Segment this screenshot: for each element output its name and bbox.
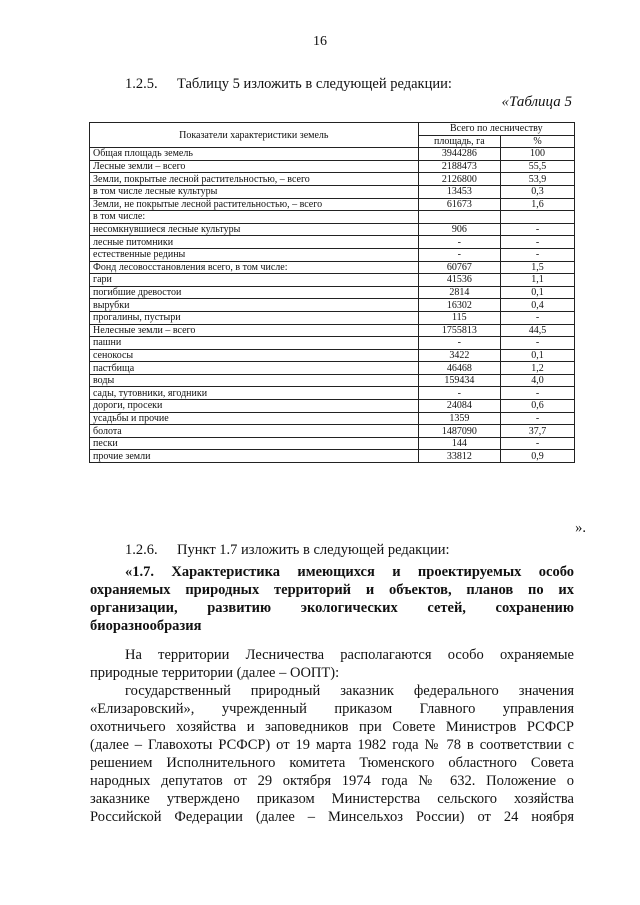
table-row — [90, 362, 575, 375]
row-percent: 55,5 — [501, 160, 575, 173]
row-percent: - — [501, 223, 575, 236]
row-name: сады, тутовники, ягодники — [90, 387, 419, 400]
header-indicators: Показатели характеристики земель — [90, 123, 419, 148]
table-row — [90, 223, 575, 236]
paragraph-line: заказнике утверждено приказом Министерства сельского хозяйства — [90, 791, 574, 807]
row-percent: 1,5 — [501, 261, 575, 274]
paragraph-oopt-intro — [90, 646, 574, 682]
table-row — [90, 387, 575, 400]
table-row — [90, 324, 575, 337]
row-percent: 53,9 — [501, 173, 575, 186]
paragraph-line: «Елизаровский», учрежденный приказом Главного управления — [90, 701, 574, 717]
row-percent: - — [501, 387, 575, 400]
table-row — [90, 148, 575, 161]
row-percent: - — [501, 248, 575, 261]
row-percent: - — [501, 311, 575, 324]
row-area: 1755813 — [418, 324, 501, 337]
row-area: 2814 — [418, 286, 501, 299]
page-number: 16 — [313, 34, 327, 49]
row-percent: - — [501, 236, 575, 249]
row-name: Лесные земли – всего — [90, 160, 419, 173]
row-percent: 0,4 — [501, 299, 575, 312]
row-area: 2188473 — [418, 160, 501, 173]
table-row — [90, 412, 575, 425]
row-percent: - — [501, 437, 575, 450]
paragraph-elizarovsky — [90, 682, 574, 826]
row-area: 115 — [418, 311, 501, 324]
row-name: Земли, не покрытые лесной растительностью, – всего — [90, 198, 419, 211]
section-text: Таблицу 5 изложить в следующей редакции: — [177, 76, 452, 92]
row-percent: 4,0 — [501, 374, 575, 387]
table-row — [90, 337, 575, 350]
section-number: 1.2.6. — [125, 542, 158, 558]
header-area: площадь, га — [418, 135, 501, 148]
row-name: погибшие древостои — [90, 286, 419, 299]
table-body — [90, 148, 575, 463]
row-name: естественные редины — [90, 248, 419, 261]
row-name: прочие земли — [90, 450, 419, 463]
row-area: 60767 — [418, 261, 501, 274]
row-name: в том числе: — [90, 211, 419, 224]
row-name: вырубки — [90, 299, 419, 312]
table-row — [90, 450, 575, 463]
paragraph-line: решением Исполнительного комитета Тюменского областного Совета — [90, 755, 574, 771]
paragraph-line: государственный природный заказник федерального значения — [125, 683, 574, 699]
row-name: пески — [90, 437, 419, 450]
row-area: - — [418, 236, 501, 249]
row-name: усадьбы и прочие — [90, 412, 419, 425]
row-percent: 0,1 — [501, 286, 575, 299]
row-name: Фонд лесовосстановления всего, в том числе: — [90, 261, 419, 274]
row-area: 2126800 — [418, 173, 501, 186]
row-name: гари — [90, 274, 419, 287]
row-name: Нелесные земли – всего — [90, 324, 419, 337]
table-row — [90, 311, 575, 324]
table-row — [90, 437, 575, 450]
section-number: 1.2.5. — [125, 76, 158, 92]
heading-line: биоразнообразия — [90, 618, 202, 634]
row-percent: 1,2 — [501, 362, 575, 375]
row-percent: 0,1 — [501, 349, 575, 362]
table-row — [90, 261, 575, 274]
row-name: болота — [90, 425, 419, 438]
row-area: 41536 — [418, 274, 501, 287]
row-area: 33812 — [418, 450, 501, 463]
row-name: лесные питомники — [90, 236, 419, 249]
row-area: 16302 — [418, 299, 501, 312]
heading-line: охраняемых природных территорий и объектов, планов по их — [90, 582, 574, 598]
table-row — [90, 173, 575, 186]
header-percent: % — [501, 135, 575, 148]
table-header-row — [90, 123, 575, 136]
table-row — [90, 185, 575, 198]
row-percent: 0,3 — [501, 185, 575, 198]
table-row — [90, 425, 575, 438]
closing-quote: ». — [575, 520, 586, 536]
table-row — [90, 248, 575, 261]
heading-1-7 — [90, 563, 574, 635]
row-area — [418, 211, 501, 224]
row-name: Общая площадь земель — [90, 148, 419, 161]
row-name: несомкнувшиеся лесные культуры — [90, 223, 419, 236]
table-row — [90, 299, 575, 312]
row-area: 3944286 — [418, 148, 501, 161]
table-row — [90, 160, 575, 173]
table-row — [90, 349, 575, 362]
row-area: 13453 — [418, 185, 501, 198]
table-row — [90, 374, 575, 387]
row-area: 24084 — [418, 400, 501, 413]
row-name: пашни — [90, 337, 419, 350]
row-name: воды — [90, 374, 419, 387]
row-name: в том числе лесные культуры — [90, 185, 419, 198]
section-1-2-5 — [125, 76, 452, 93]
row-name: сенокосы — [90, 349, 419, 362]
row-area: - — [418, 248, 501, 261]
row-area: 61673 — [418, 198, 501, 211]
row-area: 1359 — [418, 412, 501, 425]
row-percent: 37,7 — [501, 425, 575, 438]
row-area: 159434 — [418, 374, 501, 387]
row-percent: 100 — [501, 148, 575, 161]
land-characteristics-table — [89, 122, 575, 463]
table-row — [90, 236, 575, 249]
row-area: 3422 — [418, 349, 501, 362]
row-percent: - — [501, 412, 575, 425]
heading-line: организации, развитию экологических сетей, сохранению — [90, 600, 574, 616]
row-area: 1487090 — [418, 425, 501, 438]
row-percent: 44,5 — [501, 324, 575, 337]
section-text: Пункт 1.7 изложить в следующей редакции: — [177, 542, 450, 558]
row-name: Земли, покрытые лесной растительностью, – всего — [90, 173, 419, 186]
paragraph-line: природные территории (далее – ООПТ): — [90, 665, 340, 681]
row-area: - — [418, 387, 501, 400]
row-percent: 0,6 — [501, 400, 575, 413]
paragraph-line: (далее – Главохоты РСФСР) от 19 марта 1982 года № 78 в соответствии с — [90, 737, 574, 753]
table-row — [90, 274, 575, 287]
row-percent: 1,6 — [501, 198, 575, 211]
table-row — [90, 286, 575, 299]
table-row — [90, 198, 575, 211]
row-area: - — [418, 337, 501, 350]
row-percent: 0,9 — [501, 450, 575, 463]
header-total: Всего по лесничеству — [418, 123, 574, 136]
table-row — [90, 211, 575, 224]
paragraph-line: охотничьего хозяйства и заповедников при Совете Министров РСФСР — [90, 719, 574, 735]
row-name: пастбища — [90, 362, 419, 375]
row-area: 144 — [418, 437, 501, 450]
section-1-2-6 — [125, 542, 450, 559]
row-percent — [501, 211, 575, 224]
paragraph-line: Российской Федерации (далее – Минсельхоз России) от 24 ноября — [90, 809, 574, 825]
paragraph-line: На территории Лесничества располагаются особо охраняемые — [125, 647, 574, 663]
row-name: прогалины, пустыри — [90, 311, 419, 324]
paragraph-line: народных депутатов от 29 октября 1974 года № 632. Положение о — [90, 773, 574, 789]
row-percent: 1,1 — [501, 274, 575, 287]
row-area: 46468 — [418, 362, 501, 375]
row-area: 906 — [418, 223, 501, 236]
row-name: дороги, просеки — [90, 400, 419, 413]
table-row — [90, 400, 575, 413]
heading-line: «1.7. Характеристика имеющихся и проектируемых особо — [125, 564, 574, 580]
row-percent: - — [501, 337, 575, 350]
table-caption: «Таблица 5 — [501, 94, 572, 110]
